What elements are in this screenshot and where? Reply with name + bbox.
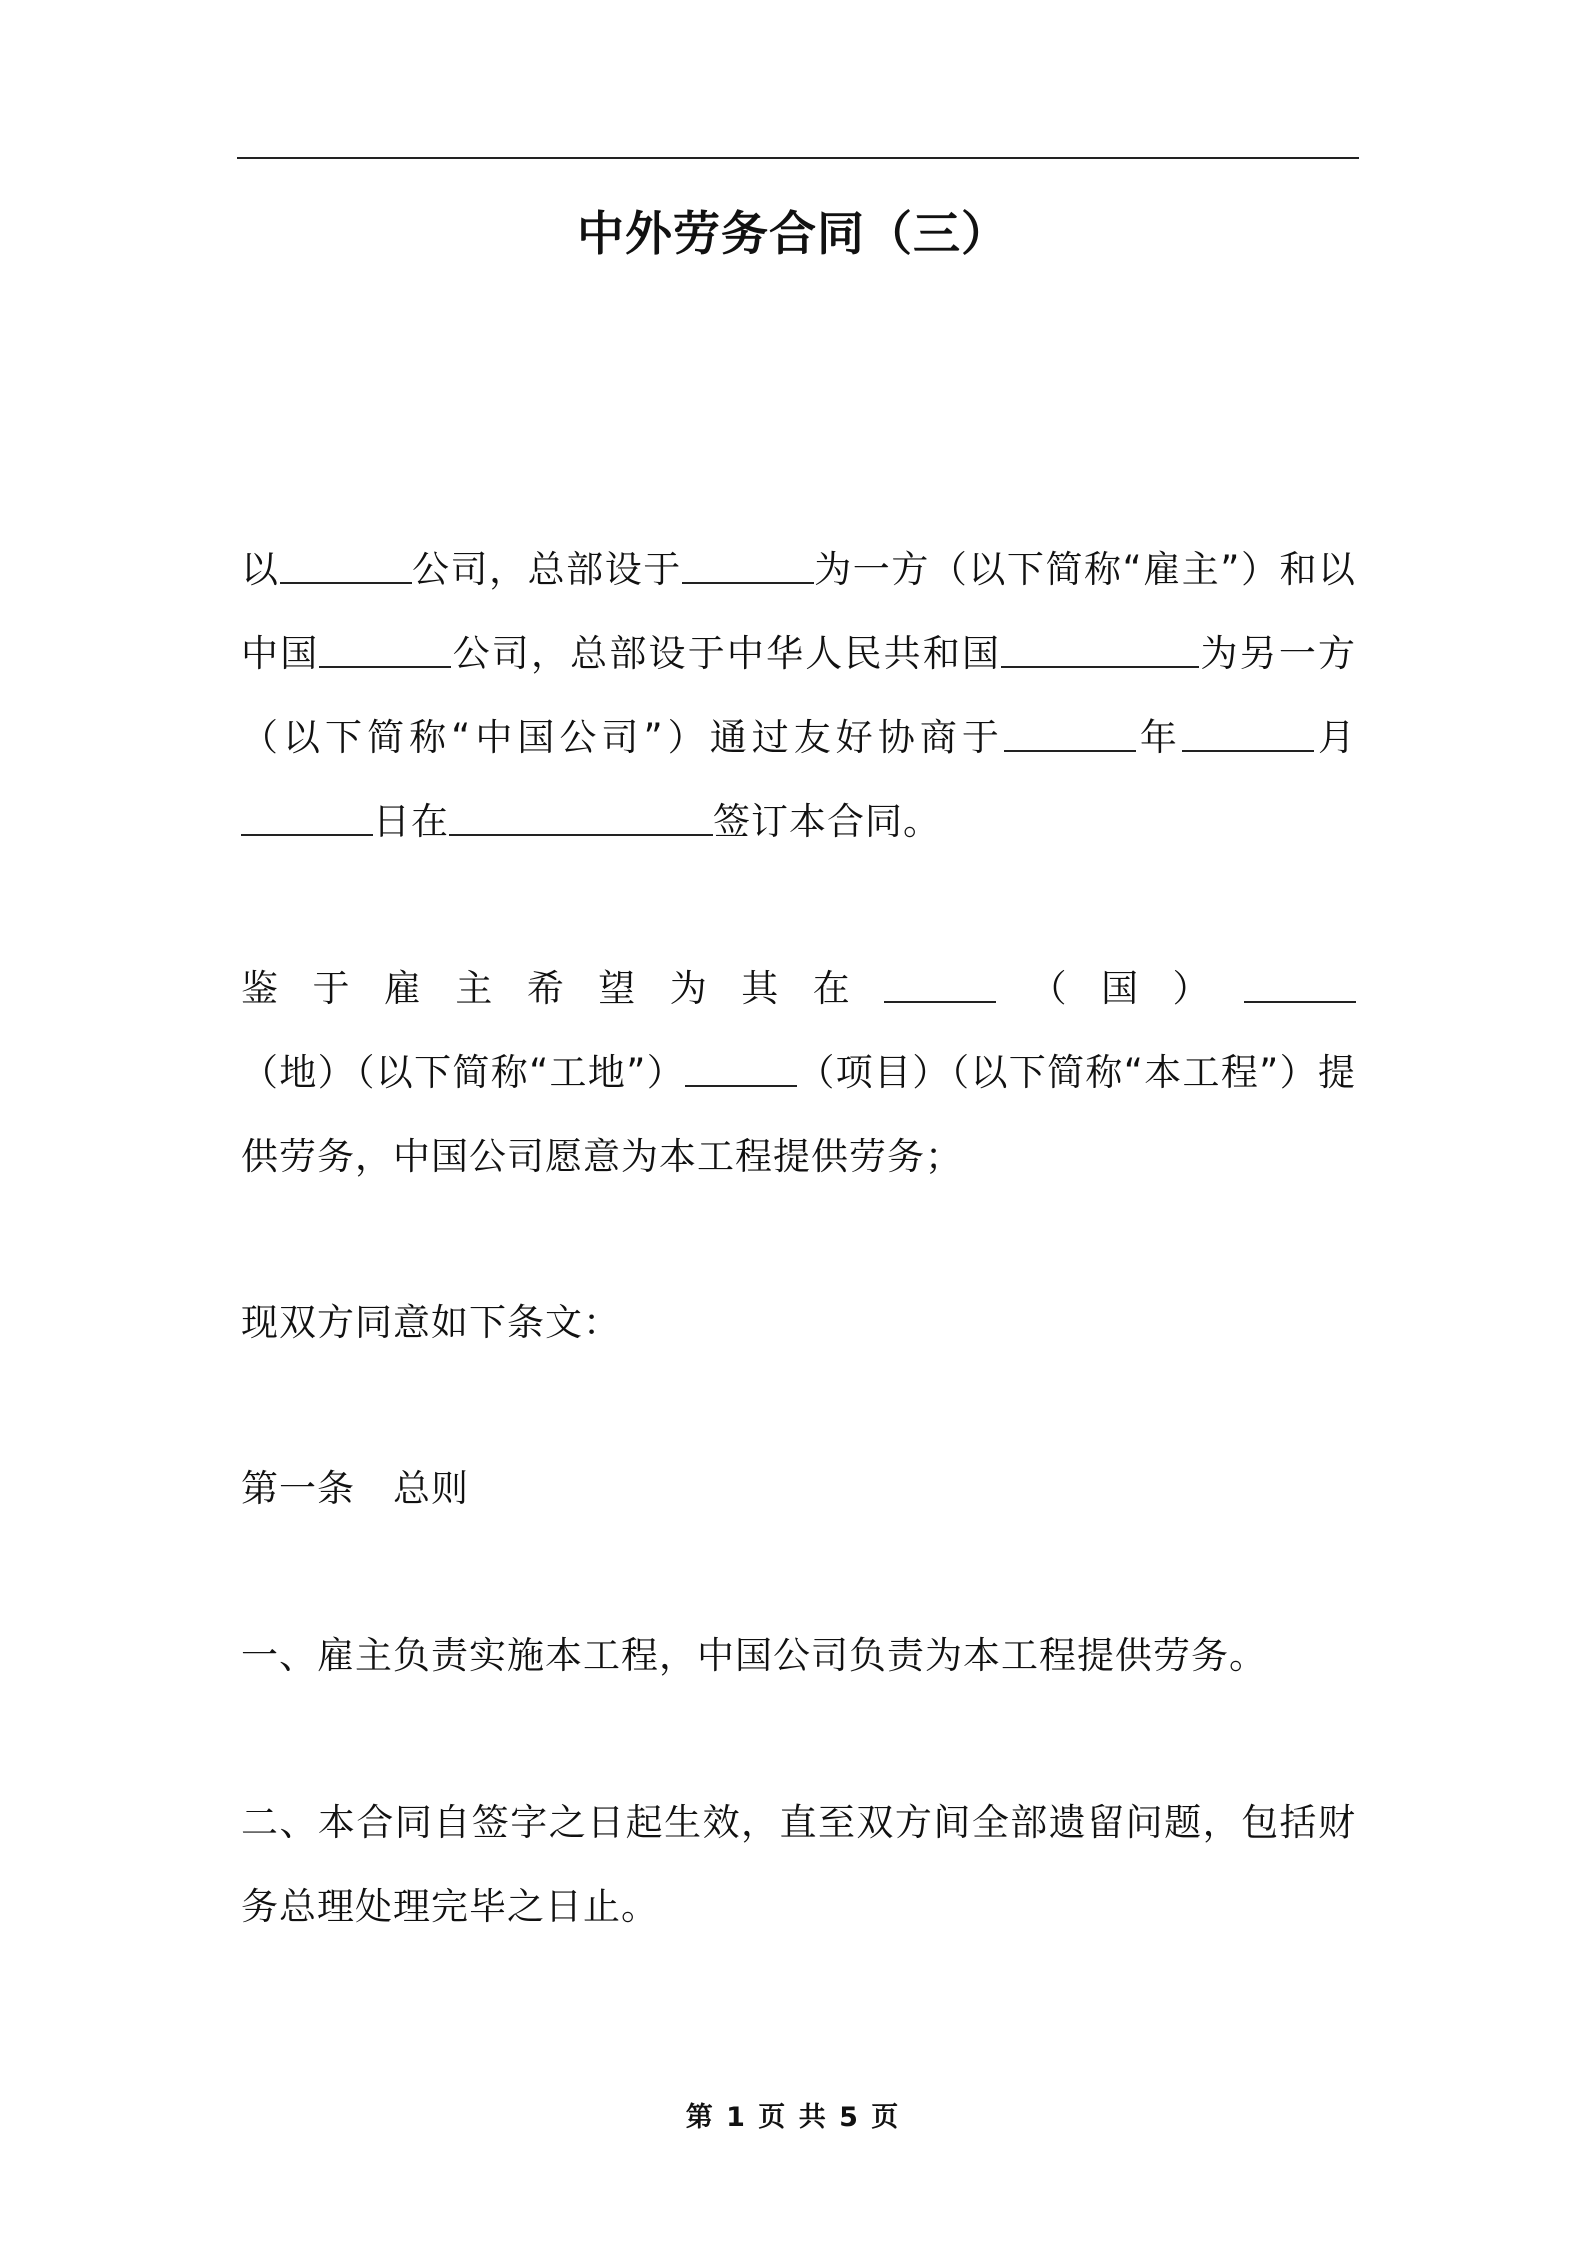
clause-2: 二、本合同自签字之日起生效，直至双方间全部遗留问题，包括财务总理处理完毕之日止。: [241, 1801, 1356, 1928]
blank-field: [1244, 969, 1356, 1003]
agreement-line: 现双方同意如下条文：: [241, 1301, 621, 1344]
blank-field: [682, 550, 814, 584]
intro-text: 以: [241, 548, 280, 591]
blank-field: [1182, 718, 1314, 752]
document-title: 中外劳务合同（三）: [577, 207, 1009, 262]
page-footer: 第 1 页 共 5 页: [685, 2102, 901, 2133]
blank-field: [685, 1053, 797, 1087]
intro-text: 日在: [373, 800, 449, 843]
intro-text: 月: [1313, 716, 1356, 759]
blank-field: [449, 802, 713, 836]
intro-text: 公司，总部设于: [411, 548, 682, 591]
blank-field: [280, 550, 412, 584]
intro-text: 年: [1135, 716, 1182, 759]
article-1-heading: 第一条 总则: [241, 1467, 469, 1510]
intro-paragraph: [241, 528, 1356, 864]
intro-text: 公司，总部设于中华人民共和国: [451, 632, 1002, 675]
whereas-text: 鉴于雇主希望为其在: [241, 967, 885, 1010]
blank-field: [1004, 718, 1136, 752]
header-rule: [237, 157, 1359, 159]
intro-text: 为一方（以下简称“雇主”）和以中国: [241, 548, 1356, 675]
whereas-text: （地）（以下简称“工地”）: [241, 1051, 686, 1094]
whereas-paragraph: [241, 947, 1356, 1199]
blank-field: [241, 802, 373, 836]
clause-1: 一、雇主负责实施本工程，中国公司负责为本工程提供劳务。: [241, 1634, 1267, 1677]
blank-field: [884, 969, 996, 1003]
blank-field: [1001, 634, 1199, 668]
whereas-text: （国）: [996, 967, 1245, 1010]
whereas-text: （项目）（以下简称“本工程”）提供劳务，中国公司愿意为本工程提供劳务；: [241, 1051, 1356, 1178]
intro-text: 为另一方（以下简称“中国公司”）通过友好协商于: [241, 632, 1357, 759]
blank-field: [319, 634, 451, 668]
intro-text: 签订本合同。: [713, 800, 941, 843]
